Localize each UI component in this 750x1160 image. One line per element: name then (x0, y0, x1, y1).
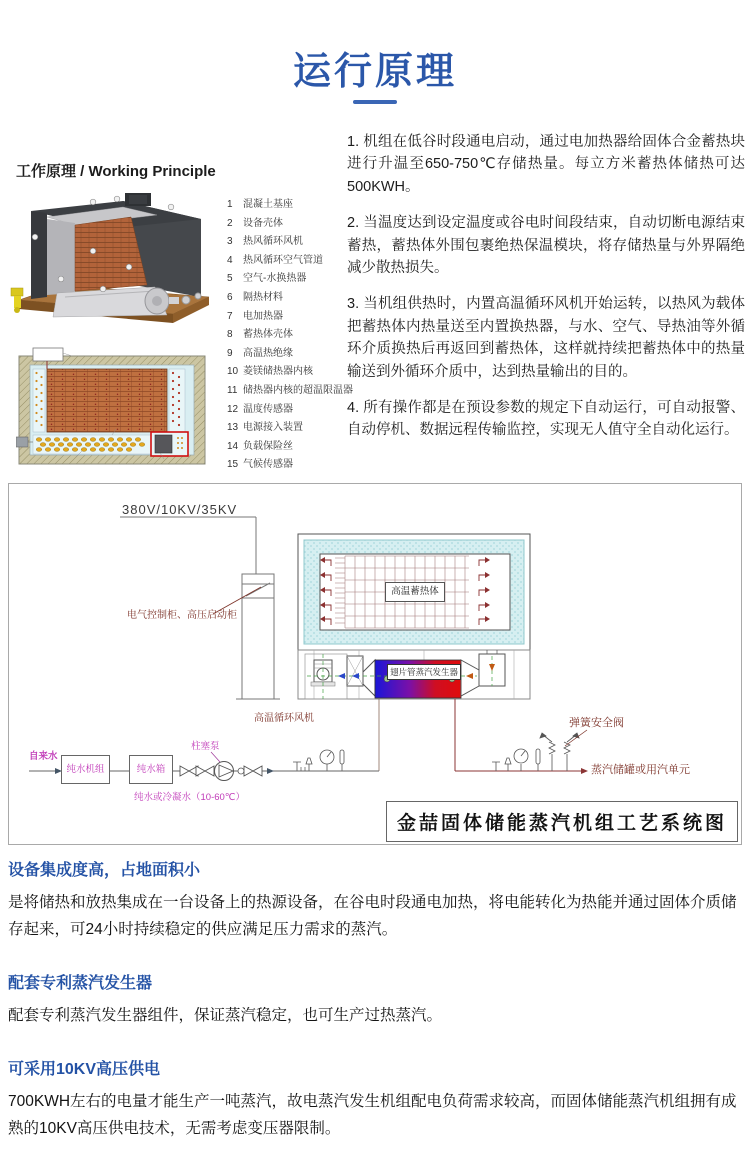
part-row (227, 363, 349, 382)
part-row (227, 438, 349, 457)
part-label: 负载保险丝 (243, 440, 293, 452)
part-row (227, 382, 353, 401)
part-row (227, 215, 349, 234)
part-label: 气候传感器 (243, 459, 293, 471)
part-number: 1 (227, 199, 233, 210)
principle-step: 3. 当机组供热时，内置高温循环风机开始运转，以热风为载体把蓄热体内热量送至内置换热器，与水、空气、导热油等外循环介质换热后再返回到蓄热体，这样就持续把蓄热体中的热量输送到外循环介质中，达到热量输出的目的。 (347, 296, 745, 380)
pure-water-tank-box: 纯水箱 (129, 755, 173, 784)
part-number: 12 (227, 403, 239, 415)
part-number: 3 (227, 236, 233, 248)
part-label: 空气-水换热器 (243, 273, 307, 285)
pure-water-unit-box: 纯水机组 (61, 755, 110, 784)
feature-heading: 设备集成度高，占地面积小 (8, 862, 201, 879)
part-row (227, 401, 349, 420)
parts-list (227, 196, 353, 475)
feature-body: 配套专利蒸汽发生器组件，保证蒸汽稳定，也可生产过热蒸汽。 (8, 1007, 443, 1024)
part-number: 13 (227, 422, 239, 434)
part-label: 温度传感器 (243, 403, 293, 415)
steam-generator-label: 翅片管蒸汽发生器 (387, 664, 461, 680)
part-number: 15 (227, 459, 239, 471)
storage-core-label: 高温蓄热体 (385, 582, 445, 602)
part-number: 6 (227, 291, 233, 303)
part-label: 混凝土基座 (243, 199, 293, 210)
feed-water-label: 纯水或冷凝水（10-60℃） (134, 792, 245, 803)
part-number: 4 (227, 254, 233, 266)
schematic-title: 金喆固体储能蒸汽机组工艺系统图 (386, 801, 738, 842)
part-number: 9 (227, 347, 233, 359)
principle-step: 4. 所有操作都是在预设参数的规定下自动运行，可自动报警、自动停机、数据远程传输监控，实现无人值守全自动化运行。 (347, 400, 745, 439)
part-label: 热风循环风机 (243, 236, 303, 248)
part-number: 11 (227, 384, 238, 396)
part-row (227, 233, 349, 252)
feature-heading: 可采用10KV高压供电 (8, 1061, 161, 1078)
part-label: 蓄热体壳体 (243, 329, 293, 341)
part-row (227, 270, 349, 289)
part-label: 菱镁储热器内核 (243, 366, 313, 378)
safety-valve-label: 弹簧安全阀 (569, 717, 624, 729)
part-label: 设备壳体 (243, 217, 283, 229)
equipment-cross-section-image (16, 347, 212, 475)
part-label: 电源接入装置 (243, 422, 303, 434)
circulation-fan-label: 高温循环风机 (254, 713, 314, 724)
part-number: 2 (227, 217, 233, 229)
part-number: 5 (227, 273, 233, 285)
feature-body: 是将储热和放热集成在一台设备上的热源设备，在谷电时段通电加热，将电能转化为热能并通过固体介质储存起来，可24小时持续稳定的供应满足压力需求的蒸汽。 (8, 894, 737, 938)
part-label: 高温热绝缘 (243, 347, 293, 359)
steam-outlet-label: 蒸汽储罐或用汽单元 (591, 764, 690, 776)
part-row (227, 345, 349, 364)
control-cabinet-label: 电气控制柜、高压启动柜 (127, 610, 237, 621)
schematic-drawing (9, 484, 741, 844)
part-number: 8 (227, 329, 233, 341)
tap-water-label: 自来水 (29, 751, 58, 762)
part-label: 储热器内核的超温限温器 (243, 384, 353, 396)
plunger-pump-label: 柱塞泵 (191, 741, 220, 752)
page-title: 运行原理 (292, 51, 457, 93)
schematic-diagram (8, 483, 742, 845)
part-number: 10 (227, 366, 239, 378)
part-row (227, 456, 349, 475)
part-row (227, 196, 349, 215)
part-row (227, 308, 349, 327)
feature-heading: 配套专利蒸汽发生器 (8, 975, 153, 992)
part-label: 电加热器 (243, 310, 283, 322)
principle-steps (347, 131, 745, 456)
part-row (227, 252, 349, 271)
part-row (227, 289, 349, 308)
title-underline (353, 100, 397, 104)
part-label: 热风循环空气管道 (243, 254, 323, 266)
working-principle-heading: 工作原理 / Working Principle (16, 163, 216, 180)
part-number: 7 (227, 310, 233, 322)
part-row (227, 326, 349, 345)
part-number: 14 (227, 440, 239, 452)
feature-body: 700KWH左右的电量才能生产一吨蒸汽，故电蒸汽发生机组配电负荷需求较高，而固体储能蒸汽机组拥有成熟的10KV高压供电技术，无需考虑变压器限制。 (8, 1093, 737, 1137)
part-row (227, 419, 349, 438)
feature-sections (8, 857, 744, 1160)
equipment-render-image (5, 193, 220, 342)
principle-step: 2. 当温度达到设定温度或谷电时间段结束，自动切断电源结束蓄热，蓄热体外围包裹绝热保温模块，将存储热量与外界隔绝减少散热损失。 (347, 215, 745, 277)
part-label: 隔热材料 (243, 291, 283, 303)
power-supply-label: 380V/10KV/35KV (122, 502, 238, 517)
principle-step: 1. 机组在低谷时段通电启动，通过电加热器给固体合金蓄热块进行升温至650-750℃存储热量。每立方米蓄热体储热可达500KWH。 (347, 134, 745, 195)
